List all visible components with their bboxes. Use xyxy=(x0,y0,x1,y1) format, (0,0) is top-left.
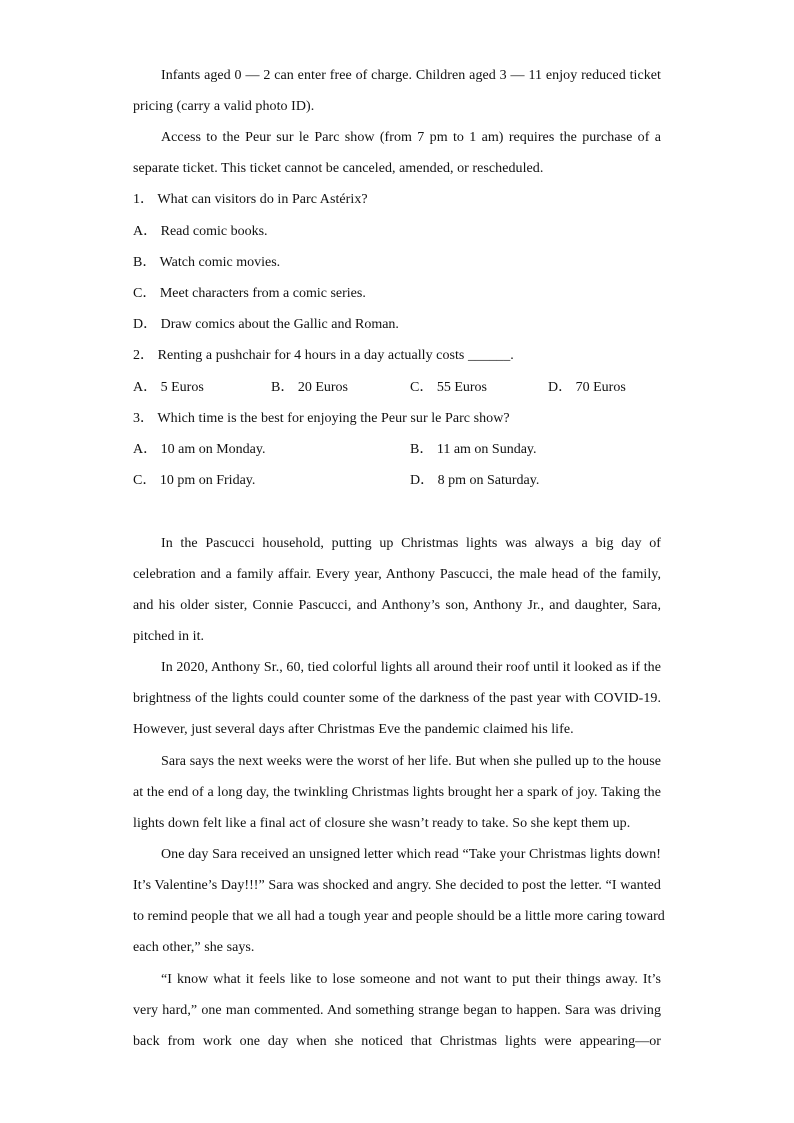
question-1-option-d[interactable]: D． Draw comics about the Gallic and Roman. xyxy=(133,317,399,332)
passage-line-12: It’s Valentine’s Day!!!” Sara was shocked and angry. She decided to post the letter. “I wanted xyxy=(133,878,661,893)
question-2-option-a[interactable]: A． 5 Euros xyxy=(133,380,204,395)
passage-line-15: “I know what it feels like to lose someone and not want to put their things away. It’s xyxy=(161,972,661,987)
intro-paragraph-1-line-1: Infants aged 0 — 2 can enter free of charge. Children aged 3 — 11 enjoy reduced ticket xyxy=(161,68,661,83)
passage-line-1: In the Pascucci household, putting up Christmas lights was always a big day of xyxy=(161,536,661,551)
passage-line-3: and his older sister, Connie Pascucci, and Anthony’s son, Anthony Jr., and daughter, Sara, xyxy=(133,598,661,613)
question-3-option-d[interactable]: D． 8 pm on Saturday. xyxy=(410,473,540,488)
question-3-option-a[interactable]: A． 10 am on Monday. xyxy=(133,442,266,457)
question-1-stem: 1． What can visitors do in Parc Astérix? xyxy=(133,192,368,207)
question-1-option-a[interactable]: A． Read comic books. xyxy=(133,224,268,239)
question-1-option-b[interactable]: B． Watch comic movies. xyxy=(133,255,281,270)
passage-line-10: lights down felt like a final act of closure she wasn’t ready to take. So she kept them up. xyxy=(133,816,631,831)
question-1-option-c[interactable]: C． Meet characters from a comic series. xyxy=(133,286,366,301)
passage-line-8: Sara says the next weeks were the worst of her life. But when she pulled up to the house xyxy=(161,754,661,769)
intro-paragraph-2-line-2: separate ticket. This ticket cannot be canceled, amended, or rescheduled. xyxy=(133,161,544,176)
question-2-option-b[interactable]: B． 20 Euros xyxy=(271,380,348,395)
intro-paragraph-1-line-2: pricing (carry a valid photo ID). xyxy=(133,99,315,114)
passage-line-2: celebration and a family affair. Every year, Anthony Pascucci, the male head of the family, xyxy=(133,567,661,582)
passage-line-7: However, just several days after Christmas Eve the pandemic claimed his life. xyxy=(133,722,574,737)
passage-line-4: pitched in it. xyxy=(133,629,205,644)
passage-line-13: to remind people that we all had a tough year and people should be a little more caring toward xyxy=(133,909,665,924)
intro-paragraph-2-line-1: Access to the Peur sur le Parc show (from 7 pm to 1 am) requires the purchase of a xyxy=(161,130,661,145)
question-2-option-c[interactable]: C． 55 Euros xyxy=(410,380,487,395)
passage-line-11: One day Sara received an unsigned letter which read “Take your Christmas lights down! xyxy=(161,847,661,862)
passage-line-17: back from work one day when she noticed that Christmas lights were appearing—or xyxy=(133,1034,661,1049)
question-3-option-c[interactable]: C． 10 pm on Friday. xyxy=(133,473,256,488)
passage-line-5: In 2020, Anthony Sr., 60, tied colorful lights all around their roof until it looked as if the xyxy=(161,660,661,675)
question-3-stem: 3． Which time is the best for enjoying the Peur sur le Parc show? xyxy=(133,411,510,426)
question-2-stem: 2． Renting a pushchair for 4 hours in a day actually costs ______. xyxy=(133,348,514,363)
passage-line-14: each other,” she says. xyxy=(133,940,255,955)
passage-line-6: brightness of the lights could counter some of the darkness of the past year with COVID-19. xyxy=(133,691,661,706)
passage-line-9: at the end of a long day, the twinkling Christmas lights brought her a spark of joy. Taking the xyxy=(133,785,661,800)
question-2-option-d[interactable]: D． 70 Euros xyxy=(548,380,626,395)
question-3-option-b[interactable]: B． 11 am on Sunday. xyxy=(410,442,537,457)
passage-line-16: very hard,” one man commented. And something strange began to happen. Sara was driving xyxy=(133,1003,661,1018)
